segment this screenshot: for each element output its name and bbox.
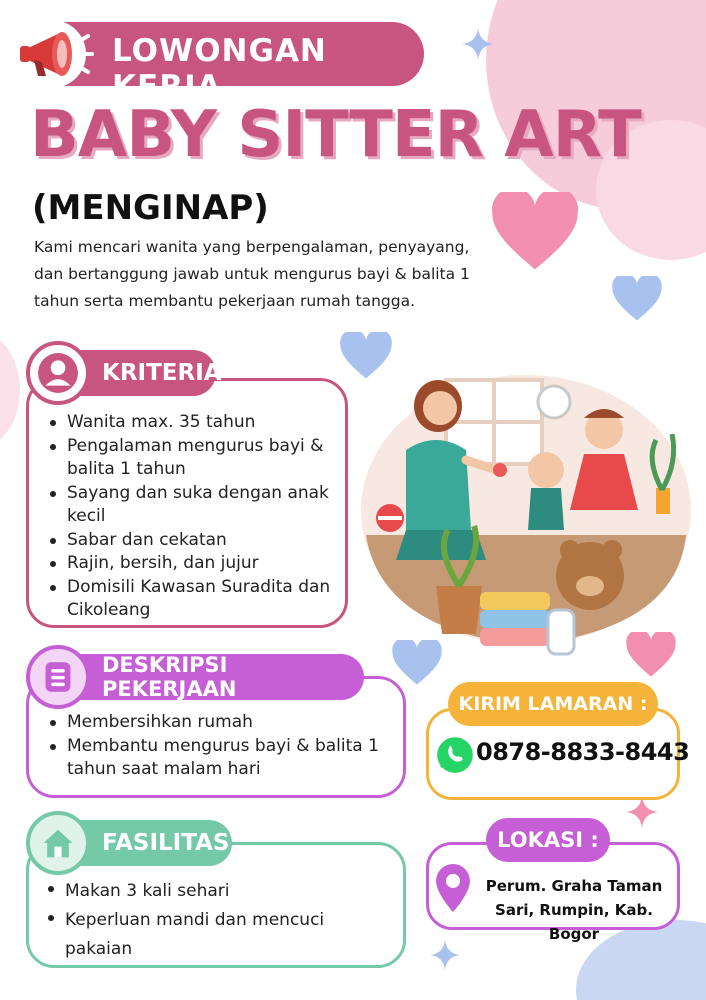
kriteria-card (26, 378, 348, 628)
pink-blob-left (0, 330, 20, 450)
list-icon (26, 645, 90, 709)
kirim-lamaran-label-text: KIRIM LAMARAN : (458, 693, 648, 715)
page-title: BABY SITTER ART (30, 98, 641, 172)
list-item: Makan 3 kali sehari (45, 877, 389, 906)
whatsapp-icon (436, 736, 474, 774)
location-pin-icon (436, 864, 470, 912)
header-label: LOWONGAN KERJA (112, 33, 327, 105)
list-item: Rajin, bersih, dan jujur (47, 552, 331, 576)
sparkle-icon (626, 796, 658, 828)
home-icon (26, 811, 90, 875)
list-item: Pengalaman mengurus bayi & balita 1 tahun (47, 435, 331, 482)
list-item: Membantu mengurus bayi & balita 1 tahun saat malam hari (47, 735, 389, 782)
kriteria-label-text: KRITERIA (102, 360, 222, 386)
kirim-lamaran-label (448, 682, 658, 726)
lokasi-label-text: LOKASI : (497, 828, 599, 852)
sparkle-icon (462, 28, 494, 60)
heart-icon (492, 192, 578, 272)
list-item: Sayang dan suka dengan anak kecil (47, 482, 331, 529)
deskripsi-label-text: DESKRIPSI PEKERJAAN (102, 653, 237, 701)
address: Perum. Graha Taman Sari, Rumpin, Kab. Bogor (485, 877, 663, 943)
list-item: Sabar dan cekatan (47, 529, 331, 553)
user-icon (26, 341, 90, 405)
intro-paragraph: Kami mencari wanita yang berpengalaman, penyayang, dan bertanggung jawab untuk mengurus bayi & balita 1 tahun serta membantu pekerjaan rumah tangga. (34, 238, 470, 310)
list-item: Domisili Kawasan Suradita dan Cikoleang (47, 576, 331, 623)
babysitter-illustration (356, 370, 696, 670)
megaphone-icon (10, 14, 110, 94)
list-item: Membersihkan rumah (47, 711, 389, 735)
phone-number: 0878-8833-8443 (476, 738, 690, 766)
heart-icon (612, 276, 662, 322)
lokasi-label (486, 818, 610, 862)
list-item: Wanita max. 35 tahun (47, 411, 331, 435)
fasilitas-label-text: FASILITAS (102, 830, 230, 856)
list-item: Keperluan mandi dan mencuci pakaian (45, 906, 389, 964)
page-subtitle: (MENGINAP) (32, 188, 269, 228)
sparkle-icon (430, 940, 460, 970)
